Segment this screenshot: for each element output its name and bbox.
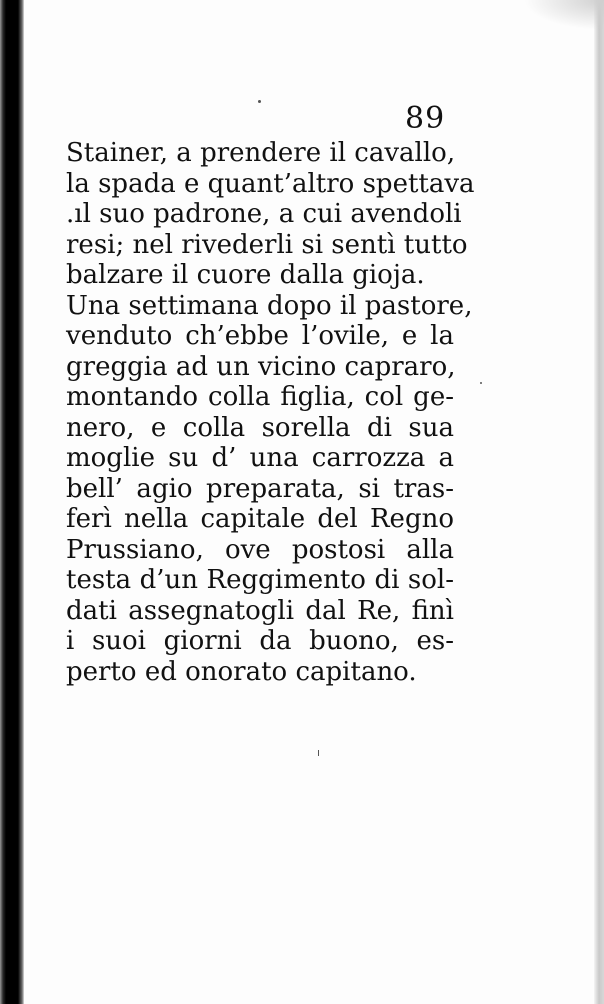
paper-speck: [258, 100, 261, 103]
page-right-edge: [594, 0, 604, 1004]
text-line: perto ed onorato capitano.: [66, 656, 417, 687]
text-line: testa d’un Reggimento di sol-: [66, 565, 454, 595]
text-line: bell’ agio preparata, si tras-: [66, 473, 454, 504]
text-line: i suoi giorni da buono, es-: [66, 626, 454, 656]
page-binding-edge: [0, 0, 24, 1004]
corner-discoloration: [524, 0, 604, 30]
text-line: montando colla figlia, col ge-: [66, 382, 454, 412]
text-line: balzare il cuore dalla gioja.: [66, 260, 425, 290]
page-number: 89: [405, 101, 446, 136]
text-line: Una settimana dopo il pastore,: [66, 290, 473, 321]
body-text: [66, 138, 475, 687]
text-line: la spada e quant’altro spettava: [66, 168, 475, 199]
paper-speck: [318, 750, 319, 756]
text-line: greggia ad un vicino capraro,: [66, 351, 456, 382]
text-line: .ıl suo padrone, a cui avendoli: [66, 199, 462, 229]
paper-speck: [480, 382, 482, 384]
text-line: venduto ch’ebbe l’ovile, e la: [66, 321, 454, 351]
text-line: resi; nel rivederli si sentì tutto: [66, 229, 468, 260]
text-line: Stainer, a prendere il cavallo,: [66, 138, 456, 168]
text-line: nero, e colla sorella di sua: [66, 412, 454, 443]
text-line: Prussiano, ove postosi alla: [66, 534, 454, 565]
text-line: ferì nella capitale del Regno: [66, 504, 454, 534]
text-line: moglie su d’ una carrozza a: [66, 443, 454, 473]
text-line: dati assegnatogli dal Re, finì: [66, 595, 454, 626]
